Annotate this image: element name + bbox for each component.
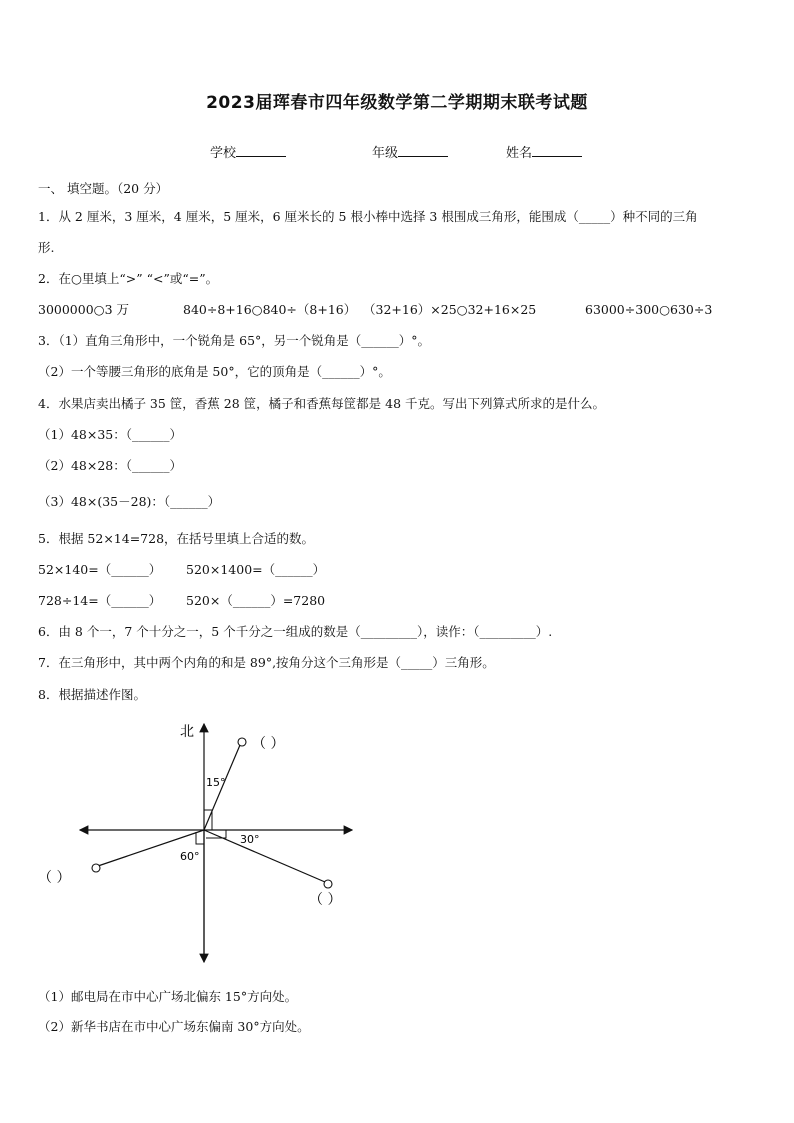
angle-60-label: 60° [180,850,200,863]
question-7: 7．在三角形中，其中两个内角的和是 89°,按角分这个三角形是（_____）三角形。 [38,655,495,670]
point-south-west [92,864,100,872]
question-3-part-1: 3．（1）直角三角形中，一个锐角是 65°，另一个锐角是（______）°。 [38,333,431,348]
angle-15-label: 15° [206,776,226,789]
question-8-sub-1: （1）邮电局在市中心广场北偏东 15°方向处。 [38,989,298,1004]
question-2-item-1: 3000000○3 万 [38,302,130,317]
question-2-stem: 2．在○里填上“>” “<”或“=”。 [38,271,219,286]
blank-south-west: （ ） [38,870,71,886]
question-5-stem: 5．根据 52×14=728，在括号里填上合适的数。 [38,531,315,546]
question-4-sub-2: （2）48×28：（______） [38,458,182,473]
question-2-item-3: （32+16）×25○32+16×25 [363,302,537,317]
question-8-stem: 8．根据描述作图。 [38,687,146,702]
point-north-east [238,738,246,746]
angle-30-label: 30° [240,833,260,846]
name-label: 姓名 [506,146,533,161]
question-1-line2: 形. [38,240,55,255]
school-label: 学校 [210,146,237,161]
question-5-d: 520×（______）=7280 [186,593,326,608]
north-label: 北 [180,724,194,740]
question-6: 6．由 8 个一，7 个十分之一，5 个千分之一组成的数是（_________），读作：（_________）. [38,624,553,639]
blank-east-south: （ ） [309,892,342,908]
question-2-item-2: 840÷8+16○840÷（8+16） [183,302,357,317]
question-5-a: 52×140=（______） [38,562,162,577]
question-3-part-2: （2）一个等腰三角形的底角是 50°，它的顶角是（______）°。 [38,364,391,379]
grade-label: 年级 [372,146,399,161]
page-title: 2023届珲春市四年级数学第二学期期末联考试题 [206,93,588,113]
section-heading: 一、 填空题。（20 分） [38,181,169,196]
point-east-south [324,880,332,888]
question-4-stem: 4．水果店卖出橘子 35 筐，香蕉 28 筐，橘子和香蕉每筐都是 48 千克。写出下列算式所求的是什么。 [38,396,606,411]
angle-mark-30 [206,830,226,838]
question-4-sub-3: （3）48×(35－28)：（______） [38,494,221,509]
question-5-b: 520×1400=（______） [186,562,326,577]
angle-mark-60 [196,832,204,844]
question-1-line1: 1．从 2 厘米，3 厘米，4 厘米，5 厘米，6 厘米长的 5 根小棒中选择 3 根围成三角形，能围成（_____）种不同的三角 [38,209,698,224]
question-8-sub-2: （2）新华书店在市中心广场东偏南 30°方向处。 [38,1019,310,1034]
question-2-item-4: 63000÷300○630÷3 [585,302,713,317]
blank-north-east: （ ） [252,736,285,752]
question-5-c: 728÷14=（______） [38,593,162,608]
question-4-sub-1: （1）48×35：（______） [38,427,182,442]
